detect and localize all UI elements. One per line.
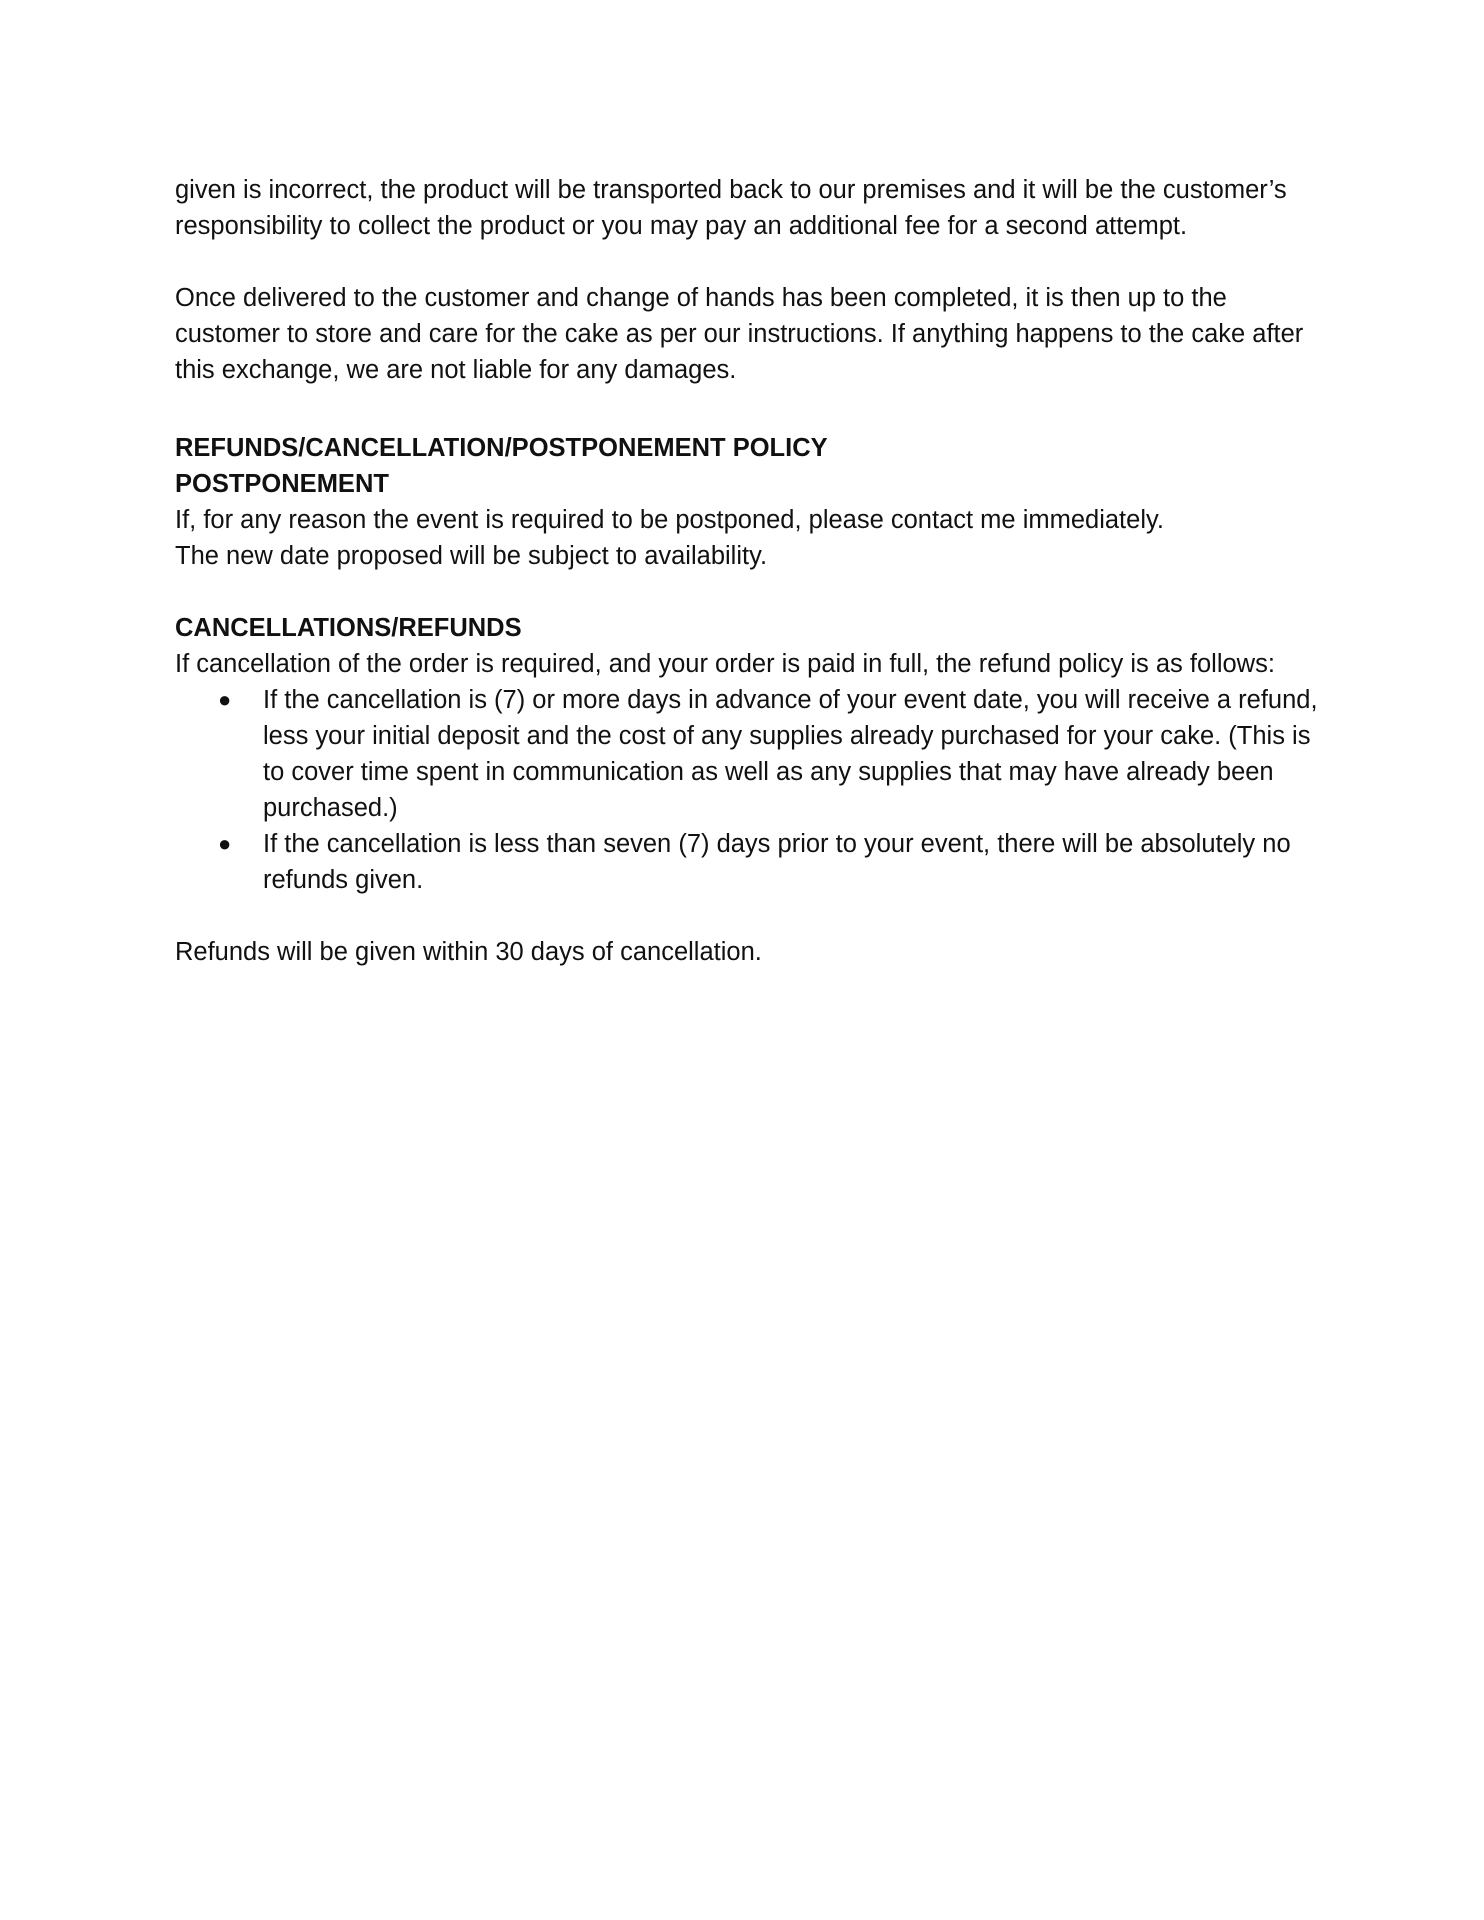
policy-title: REFUNDS/CANCELLATION/POSTPONEMENT POLICY (175, 434, 828, 462)
list-item-text: If the cancellation is (7) or more days in advance of your event date, you will receive a refund, less your initial deposit and the cost of any supplies already purchased for your cake. (This is to cover time spent in communication as well as any supplies that may have already been purchased.) (263, 686, 1318, 822)
postponement-line-1: If, for any reason the event is required to be postponed, please contact me immediately. (175, 506, 1164, 534)
cancellations-intro: If cancellation of the order is required, and your order is paid in full, the refund policy is as follows: (175, 650, 1275, 678)
document-body (175, 172, 1325, 970)
refund-timing-paragraph: Refunds will be given within 30 days of cancellation. (175, 938, 762, 966)
bullet-icon: ● (218, 687, 232, 712)
section-spacer (175, 388, 1325, 430)
postponement-heading: POSTPONEMENT (175, 470, 389, 498)
paragraph-spacer (175, 898, 1325, 934)
refund-bullet-list (175, 682, 1325, 898)
cancellations-heading: CANCELLATIONS/REFUNDS (175, 614, 522, 642)
postponement-line-2: The new date proposed will be subject to availability. (175, 542, 768, 570)
list-item (218, 826, 1325, 898)
section-spacer (175, 574, 1325, 610)
delivery-liability-paragraph: Once delivered to the customer and change of hands has been completed, it is then up to the customer to store and care for the cake as per our instructions. If anything happens to the cake after this exchange, we are not liable for any damages. (175, 284, 1304, 384)
delivery-continued-paragraph: given is incorrect, the product will be transported back to our premises and it will be the customer’s responsibility to collect the product or you may pay an additional fee for a second attempt. (175, 176, 1287, 240)
list-item-text: If the cancellation is less than seven (7) days prior to your event, there will be absolutely no refunds given. (263, 830, 1291, 894)
bullet-icon: ● (218, 831, 232, 856)
paragraph-spacer (175, 244, 1325, 280)
list-item (218, 682, 1325, 826)
